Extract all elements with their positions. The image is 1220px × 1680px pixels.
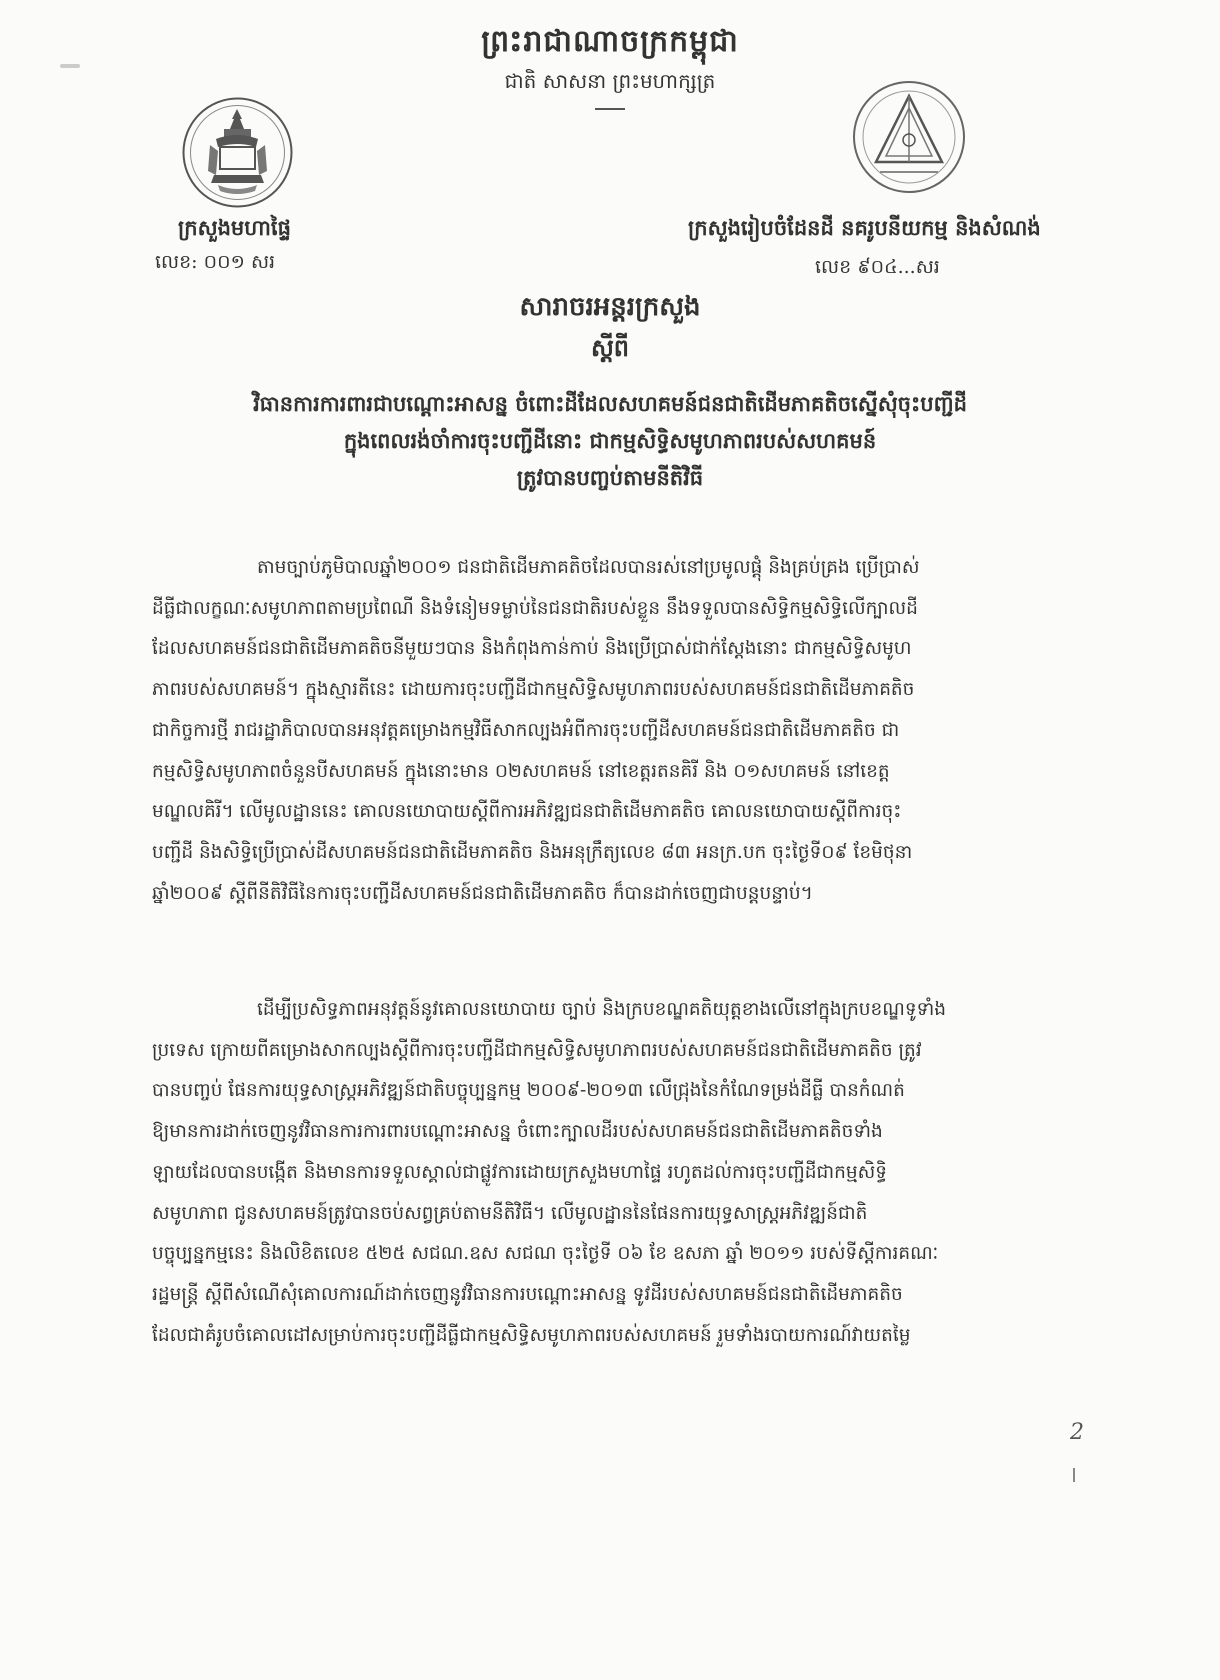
paragraph-line: បានបញ្ចប់ ផែនការយុទ្ធសាស្ត្រអភិវឌ្ឍន៍ជាតិបច្ចុប្បន្នកម្ម ២០០៩-២០១៣ លើជ្រុងនៃកំណែទម្រង់ដីធ្លី បានកំណត់ bbox=[152, 1080, 905, 1102]
paragraph-line: ដែលសហគមន៍ជនជាតិដើមភាគតិចនីមួយៗបាន និងកំពុងកាន់កាប់ និងប្រើប្រាស់ជាក់ស្តែងនោះ ជាកម្មសិទ្ធិសមូហ bbox=[152, 638, 912, 660]
paragraph-line: ជាកិច្ចការថ្មី រាជរដ្ឋាភិបាលបានអនុវត្តគម្រោងកម្មវិធីសាកល្បងអំពីការចុះបញ្ជីដីសហគមន៍ជនជាតិដើមភាគតិច ជា bbox=[152, 719, 900, 741]
ministry-seal-icon bbox=[850, 78, 968, 196]
paragraph-line: កម្មសិទ្ធិសមូហភាពចំនួនបីសហគមន៍ ក្នុងនោះមាន ០២សហគមន៍ នៅខេត្តរតនគិរី និង ០១សហគមន៍ នៅខេត្ត bbox=[152, 760, 890, 782]
kingdom-heading: ព្រះរាជាណាចក្រកម្ពុជា bbox=[481, 24, 739, 59]
paragraph-line: បញ្ជីដី និងសិទ្ធិប្រើប្រាស់ដីសហគមន៍ជនជាតិដើមភាគតិច និងអនុក្រឹត្យលេខ ៨៣ អនក្រ.បក ចុះថ្ងៃទី០៩ ខែមិថុនា bbox=[152, 841, 913, 863]
paragraph-line: មណ្ឌលគិរី។ លើមូលដ្ឋាននេះ គោលនយោបាយស្តីពីការអភិវឌ្ឍជនជាតិដើមភាគតិច គោលនយោបាយស្តីពីការចុះ bbox=[152, 801, 902, 823]
paragraph-line: ភាពរបស់សហគមន៍។ ក្នុងស្មារតីនេះ ដោយការចុះបញ្ជីដីជាកម្មសិទ្ធិសមូហភាពរបស់សហគមន៍ជនជាតិដើមភាគតិច bbox=[152, 679, 915, 701]
paragraph-line: បច្ចុប្បន្នកម្មនេះ និងលិខិតលេខ ៥២៥ សជណ.ឧស សជណ ចុះថ្ងៃទី ០៦ ខែ ឧសភា ឆ្នាំ ២០១១ របស់ទីស្តីការគណៈ bbox=[152, 1243, 939, 1265]
paragraph-line: ឱ្យមានការដាក់ចេញនូវវិធានការការពារបណ្តោះអាសន្ន ចំពោះក្បាលដីរបស់សហគមន៍ជនជាតិដើមភាគតិចទាំង bbox=[152, 1121, 883, 1143]
paragraph-line: ប្រទេស ក្រោយពីគម្រោងសាកល្បងស្តីពីការចុះបញ្ជីដីជាកម្មសិទ្ធិសមូហភាពរបស់សហគមន៍ជនជាតិដើមភាគតិច ត្រូវ bbox=[152, 1039, 922, 1061]
document-subject bbox=[160, 385, 1060, 496]
paragraph-line: ឆ្នាំ២០០៩ ស្តីពីនីតិវិធីនៃការចុះបញ្ជីដីសហគមន៍ជនជាតិដើមភាគតិច ក៏បានដាក់ចេញជាបន្តបន្ទាប់។ bbox=[152, 882, 813, 904]
document-type-title: សារាចរអន្តរក្រសួង bbox=[519, 292, 701, 322]
paragraph-line: តាមច្បាប់ភូមិបាលឆ្នាំ២០០១ ជនជាតិដើមភាគតិចដែលបានរស់នៅប្រមូលផ្តុំ និងគ្រប់គ្រង ប្រើប្រាស់ bbox=[257, 557, 920, 578]
subject-line: វិធានការការពារជាបណ្តោះអាសន្ន ចំពោះដីដែលសហគមន៍ជនជាតិដើមភាគតិចស្នើសុំចុះបញ្ជីដី bbox=[253, 391, 967, 416]
paragraph-line: ឡាយដែលបានបង្កើត និងមានការទទួលស្គាល់ជាផ្លូវការដោយក្រសួងមហាផ្ទៃ រហូតដល់ការចុះបញ្ជីដីជាកម្មសិទ្ធិ bbox=[152, 1161, 887, 1183]
left-ministry-name: ក្រសួងមហាផ្ទៃ bbox=[178, 215, 291, 240]
subject-line: ត្រូវបានបញ្ចប់តាមនីតិវិធី bbox=[516, 465, 704, 490]
body-paragraph-2 bbox=[152, 990, 1080, 1356]
body-paragraph-1 bbox=[152, 548, 1080, 914]
paragraph-line: ដើម្បីប្រសិទ្ធភាពអនុវត្តន៍នូវគោលនយោបាយ ច្បាប់ និងក្របខណ្ឌគតិយុត្តខាងលើនៅក្នុងក្របខណ្ឌទូទាំង bbox=[257, 999, 946, 1020]
left-reference-number: លេខ: ០០១ សរ bbox=[155, 251, 276, 273]
paragraph-line: ដីធ្លីជាលក្ខណៈសមូហភាពតាមប្រពៃណី និងទំនៀមទម្លាប់នៃជនជាតិរបស់ខ្លួន នឹងទទួលបានសិទ្ធិកម្មសិទ្ធិលើក្បាលដី bbox=[152, 597, 918, 619]
paragraph-line: សមូហភាព ជូនសហគមន៍ត្រូវបានចប់សព្វគ្រប់តាមនីតិវិធី។ លើមូលដ្ឋាននៃផែនការយុទ្ធសាស្ត្រអភិវឌ្ឍន៍ជាតិ bbox=[152, 1202, 868, 1224]
subject-line: ក្នុងពេលរង់ចាំការចុះបញ្ជីដីនោះ ជាកម្មសិទ្ធិសមូហភាពរបស់សហគមន៍ bbox=[343, 428, 877, 453]
paragraph-line: រដ្ឋមន្ត្រី ស្តីពីសំណើសុំគោលការណ៍ដាក់ចេញនូវវិធានការបណ្តោះអាសន្ន ទូវដីរបស់សហគមន៍ជនជាតិដើមភាគតិច bbox=[152, 1283, 903, 1305]
right-reference-number: លេខ ៩០៤...សរ bbox=[815, 256, 940, 278]
scan-artifact bbox=[1073, 1468, 1075, 1482]
page-number-mark: 2 bbox=[1070, 1420, 1084, 1445]
paragraph-line: ដែលជាគំរូបចំគោលដៅសម្រាប់ការចុះបញ្ជីដីធ្លីជាកម្មសិទ្ធិសមូហភាពរបស់សហគមន៍ រួមទាំងរបាយការណ៍វាយតម្លៃ bbox=[152, 1324, 911, 1346]
royal-seal-icon bbox=[180, 95, 295, 210]
motto-divider bbox=[595, 108, 625, 110]
national-motto: ជាតិ សាសនា ព្រះមហាក្សត្រ bbox=[504, 69, 716, 93]
document-about-label: ស្តីពី bbox=[590, 333, 630, 362]
right-ministry-name: ក្រសួងរៀបចំដែនដី នគរូបនីយកម្ម និងសំណង់ bbox=[688, 215, 1041, 240]
